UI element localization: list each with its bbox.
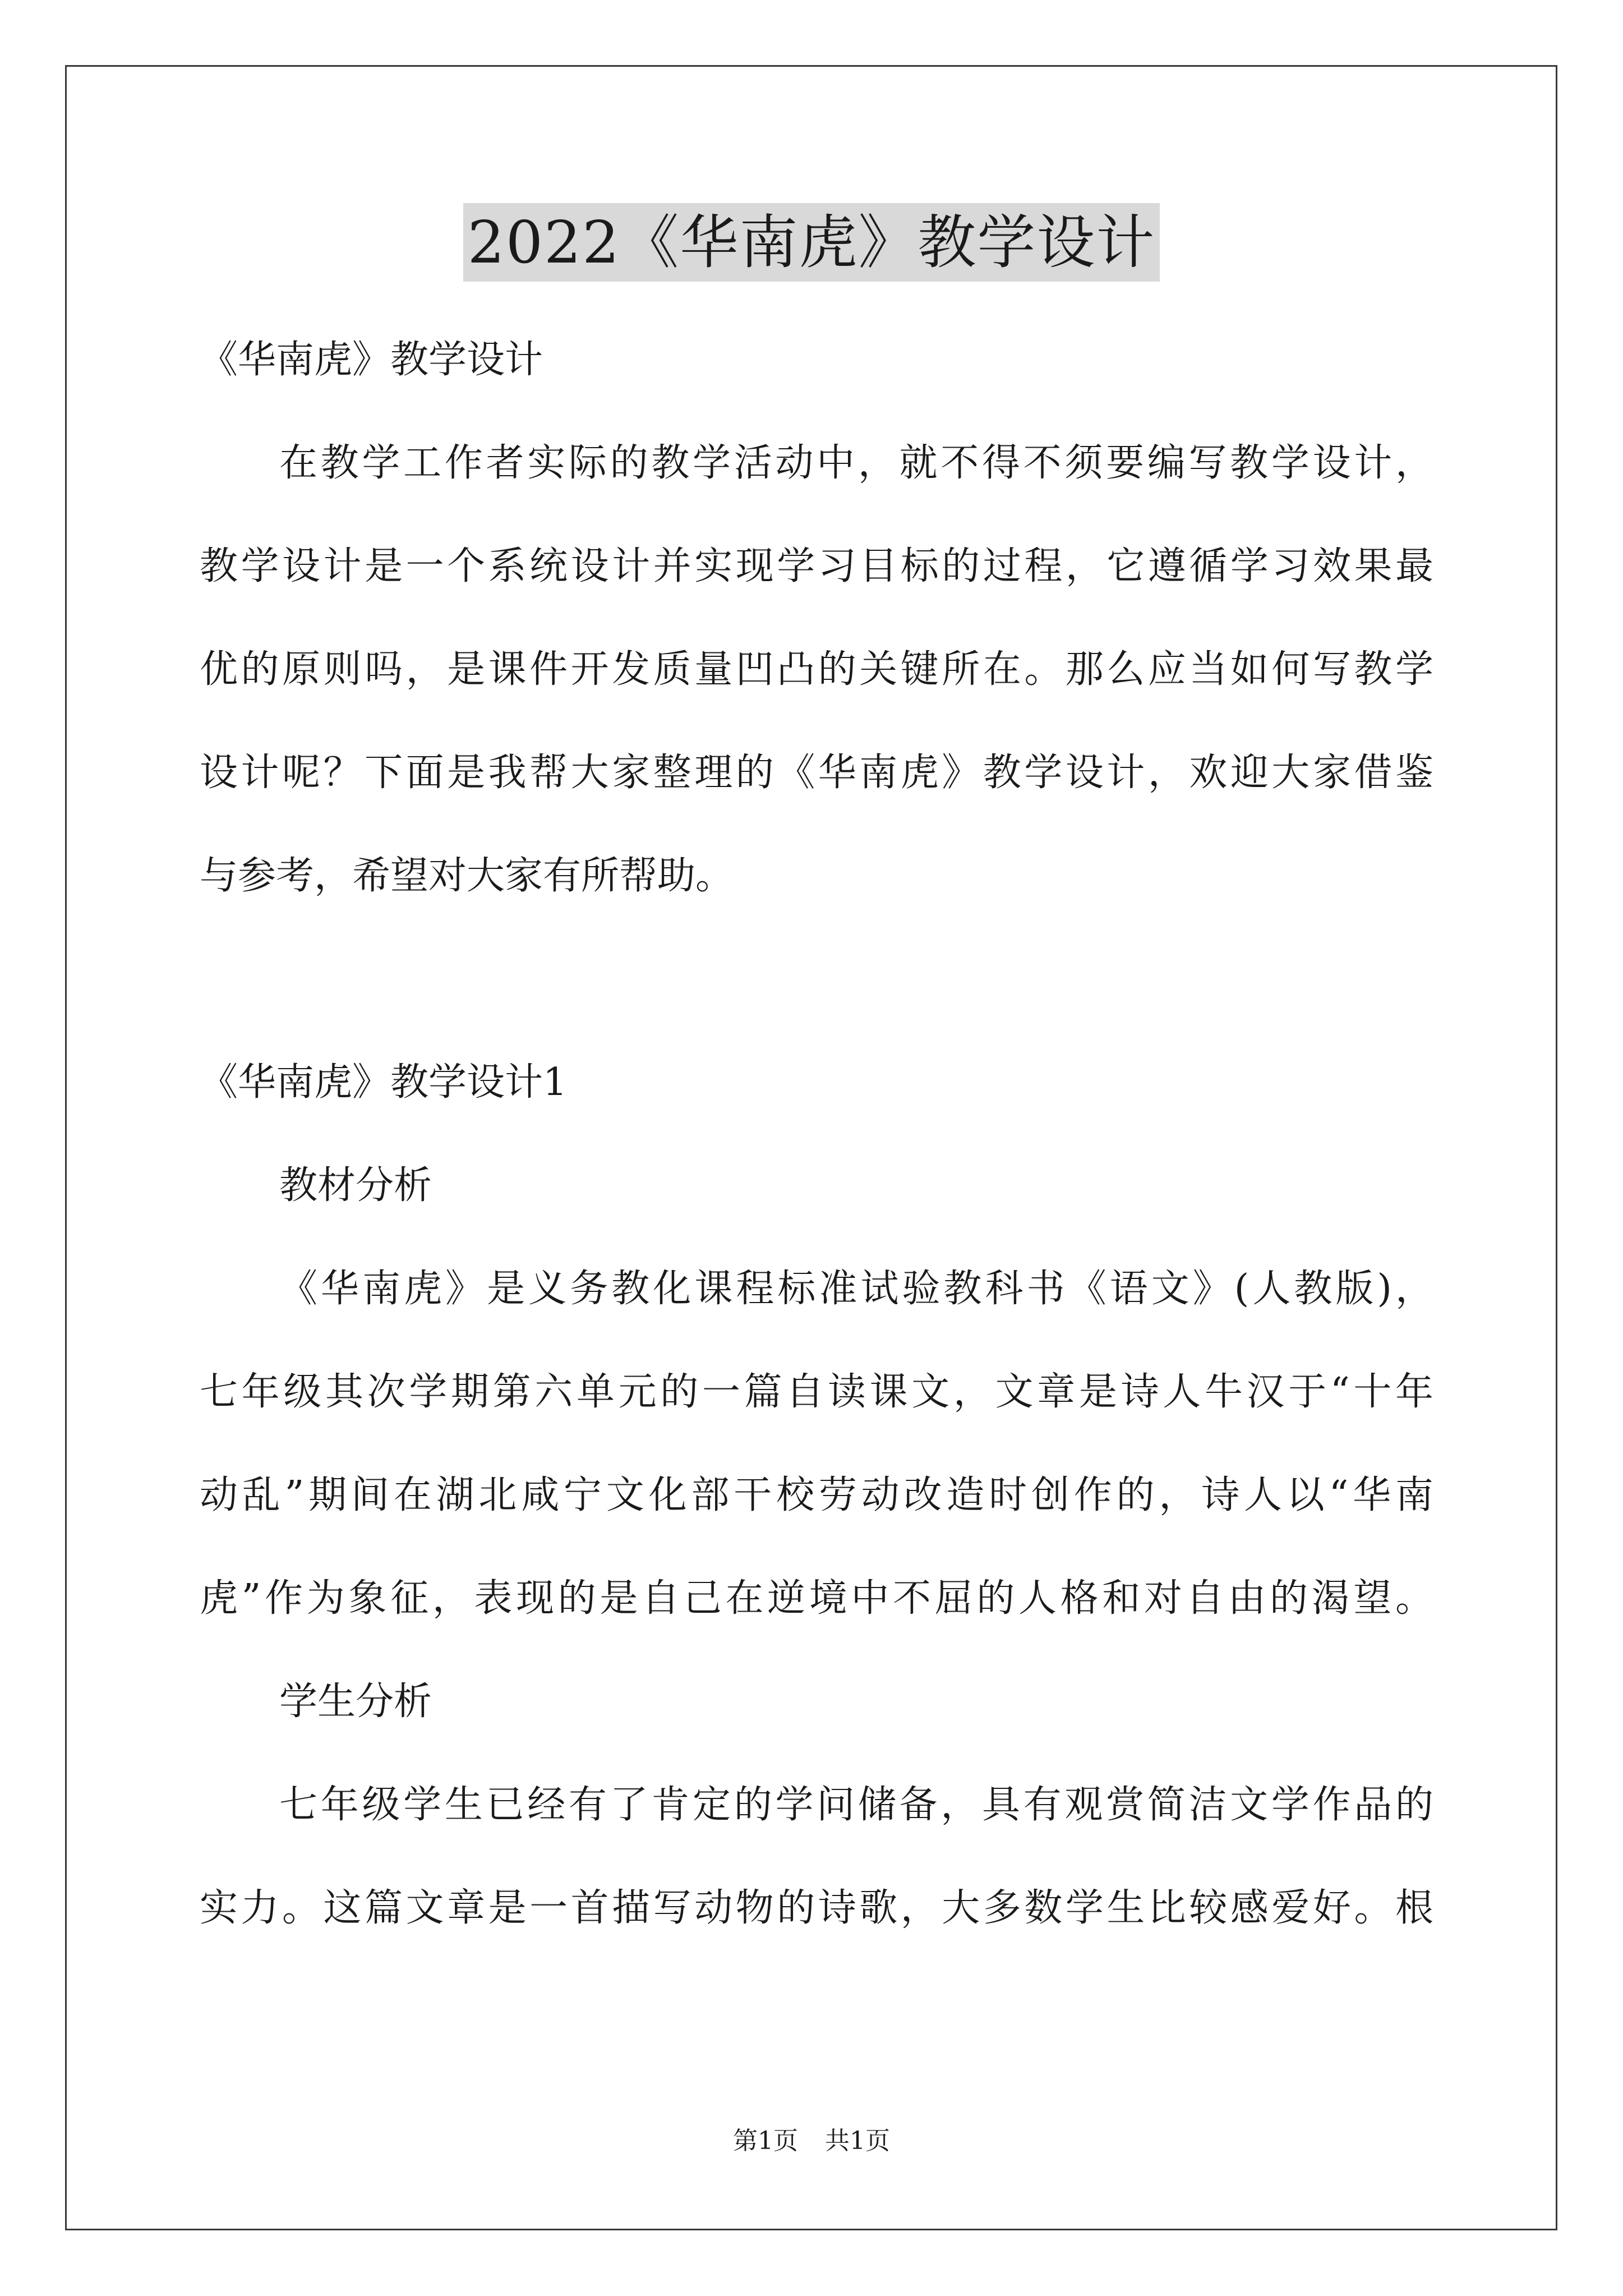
textbook-line: 《华南虎》是义务教化课程标准试验教科书《语文》(人教版)， — [279, 1267, 1433, 1311]
paragraph-gap — [200, 928, 1433, 1031]
intro-line: 教学设计是一个系统设计并实现学习目标的过程，它遵循学习效果最 — [200, 544, 1433, 588]
textbook-analysis-heading: 教材分析 — [279, 1163, 432, 1208]
page-total: 共1页 — [825, 2127, 890, 2155]
student-line: 实力。这篇文章是一首描写动物的诗歌，大多数学生比较感爱好。根 — [200, 1886, 1433, 1930]
intro-line: 设计呢？下面是我帮大家整理的《华南虎》教学设计，欢迎大家借鉴 — [200, 751, 1433, 795]
student-line: 七年级学生已经有了肯定的学问储备，具有观赏简洁文学作品的 — [279, 1783, 1433, 1827]
intro-line: 优的原则吗，是课件开发质量凹凸的关键所在。那么应当如何写教学 — [200, 647, 1433, 692]
page-number: 第1页 — [733, 2127, 798, 2155]
textbook-line: 动乱”期间在湖北咸宁文化部干校劳动改造时创作的，诗人以“华南 — [200, 1473, 1433, 1517]
subtitle: 《华南虎》教学设计 — [200, 338, 543, 382]
section-heading: 《华南虎》教学设计1 — [200, 1060, 568, 1105]
textbook-line: 七年级其次学期第六单元的一篇自读课文，文章是诗人牛汉于“十年 — [200, 1370, 1433, 1414]
intro-line: 在教学工作者实际的教学活动中，就不得不须要编写教学设计， — [279, 441, 1433, 485]
textbook-line: 虎”作为象征，表现的是自己在逆境中不屈的人格和对自由的渴望。 — [200, 1576, 1433, 1621]
document-title: 2022《华南虎》教学设计 — [463, 203, 1160, 282]
document-body — [200, 309, 1433, 1960]
intro-line: 与参考，希望对大家有所帮助。 — [200, 854, 734, 898]
student-analysis-heading: 学生分析 — [279, 1680, 432, 1724]
title-container — [0, 203, 1623, 282]
page-footer — [0, 2124, 1623, 2158]
